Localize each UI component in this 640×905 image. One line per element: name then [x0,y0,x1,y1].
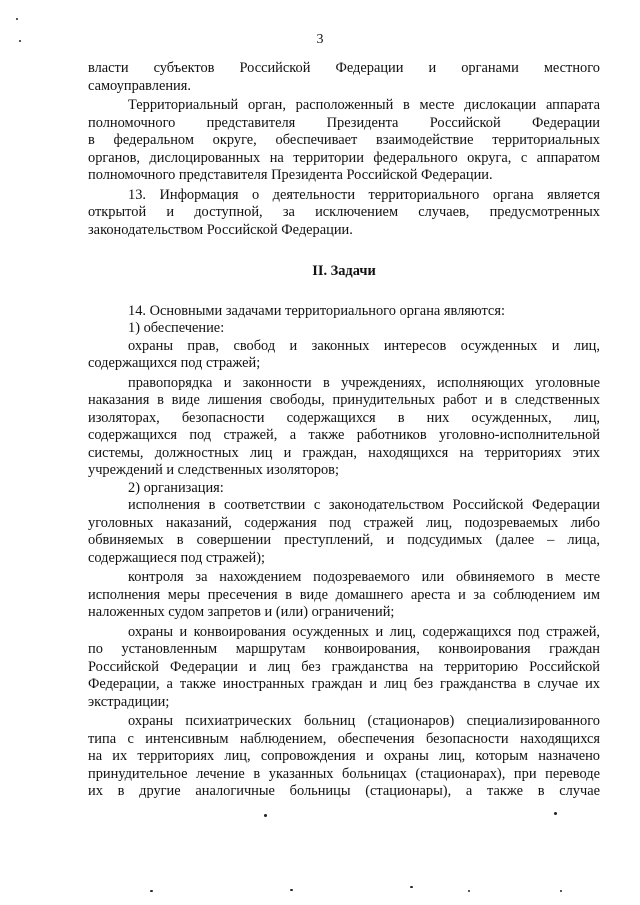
text-line: обвиняемых в совершении преступлений, и подсудимых (далее – лица, [88,532,600,548]
list-item-2: 2) организация: [128,479,224,496]
scan-speck [554,812,557,815]
text-line: изоляторах, безопасности содержащихся в них осужденных, лиц, [88,409,600,426]
paragraph-14: 14. Основными задачами территориального органа являются: [128,302,505,319]
text-line: исполнения в соответствии с законодательством Российской Федерации [128,497,600,513]
text-line: системы, должностных лиц и граждан, находящихся на территориях этих [88,444,600,461]
text-line: уголовных наказаний, содержания под стражей лиц, подозреваемых либо [88,514,600,531]
text-line: самоуправления. [88,77,191,94]
document-body [88,60,600,801]
text-line: типа с интенсивным наблюдением, обеспечения безопасности находящихся [88,730,600,747]
text-line: на их территориях лиц, сопровождения и охраны лиц, которым назначено [88,748,600,764]
text-line: принудительное лечение в указанных больницах (стационарах), при переводе [88,765,600,782]
text-line: наложенных судом запретов и (или) ограничений; [88,604,395,620]
text-line: исполнения меры пресечения в виде домашнего ареста и за соблюдением им [88,586,600,603]
scan-speck [468,890,470,892]
text-line: содержащихся под стражей; [88,355,261,371]
text-line: органов, дислоцированных на территории федерального округа, с аппаратом [88,149,600,166]
text-line: охраны прав, свобод и законных интересов осужденных и лиц, [128,337,600,354]
text-line: Российской Федерации и лиц без гражданства на территорию Российской [88,658,600,675]
text-line: содержащихся под стражей, а также работников уголовно-исполнительной [88,427,600,443]
text-line: полномочного представителя Президента Российской Федерации [88,114,600,131]
paragraph-convoy [88,624,600,712]
scan-speck [560,890,562,892]
paragraph-rights [88,338,600,373]
text-line: учреждений и следственных изоляторов; [88,462,339,478]
list-item-1: 1) обеспечение: [128,320,225,336]
text-line: законодательством Российской Федерации. [88,221,353,238]
text-line: по установленным маршрутам конвоирования, конвоирования граждан [88,641,600,657]
page-number: 3 [316,32,324,47]
text-line: 13. Информация о деятельности территориального органа является [128,186,600,203]
text-line: экстрадиции; [88,693,170,710]
scan-speck [16,18,18,20]
text-line: охраны психиатрических больниц (стационаров) специализированного [128,713,600,729]
text-line: охраны и конвоирования осужденных и лиц, содержащихся под стражей, [128,623,600,640]
scan-speck [290,889,293,891]
text-line: Федерации, а также иностранных граждан и лиц без гражданства в случае их [88,676,600,692]
scan-speck [150,890,153,892]
paragraph-13 [88,187,600,240]
paragraph-psychiatric [88,713,600,801]
scan-speck [410,886,413,888]
paragraph-law-order [88,375,600,480]
text-line: их в другие аналогичные больницы (стационары), а также в случае [88,783,600,799]
paragraph-territorial-organ [88,97,600,185]
text-line: правопорядка и законности в учреждениях, исполняющих уголовные [128,374,600,391]
text-line: содержащиеся под стражей); [88,549,266,566]
text-line: полномочного представителя Президента Российской Федерации. [88,167,493,183]
paragraph-execution [88,497,600,567]
scan-speck [264,814,267,817]
paragraph-continuation [88,60,600,95]
text-line: Территориальный орган, расположенный в месте дислокации аппарата [128,97,600,113]
text-line: наказания в виде лишения свободы, принудительных работ и в следственных [88,392,600,408]
paragraph-control [88,569,600,622]
scan-speck [19,40,21,42]
text-line: контроля за нахождением подозреваемого или обвиняемого в месте [128,569,600,585]
text-line: открытой и доступной, за исключением случаев, предусмотренных [88,204,600,220]
text-line: власти субъектов Российской Федерации и органами местного [88,60,600,76]
text-line: в федеральном округе, обеспечивает взаимодействие территориальных [88,132,600,148]
section-heading: II. Задачи [312,263,376,279]
